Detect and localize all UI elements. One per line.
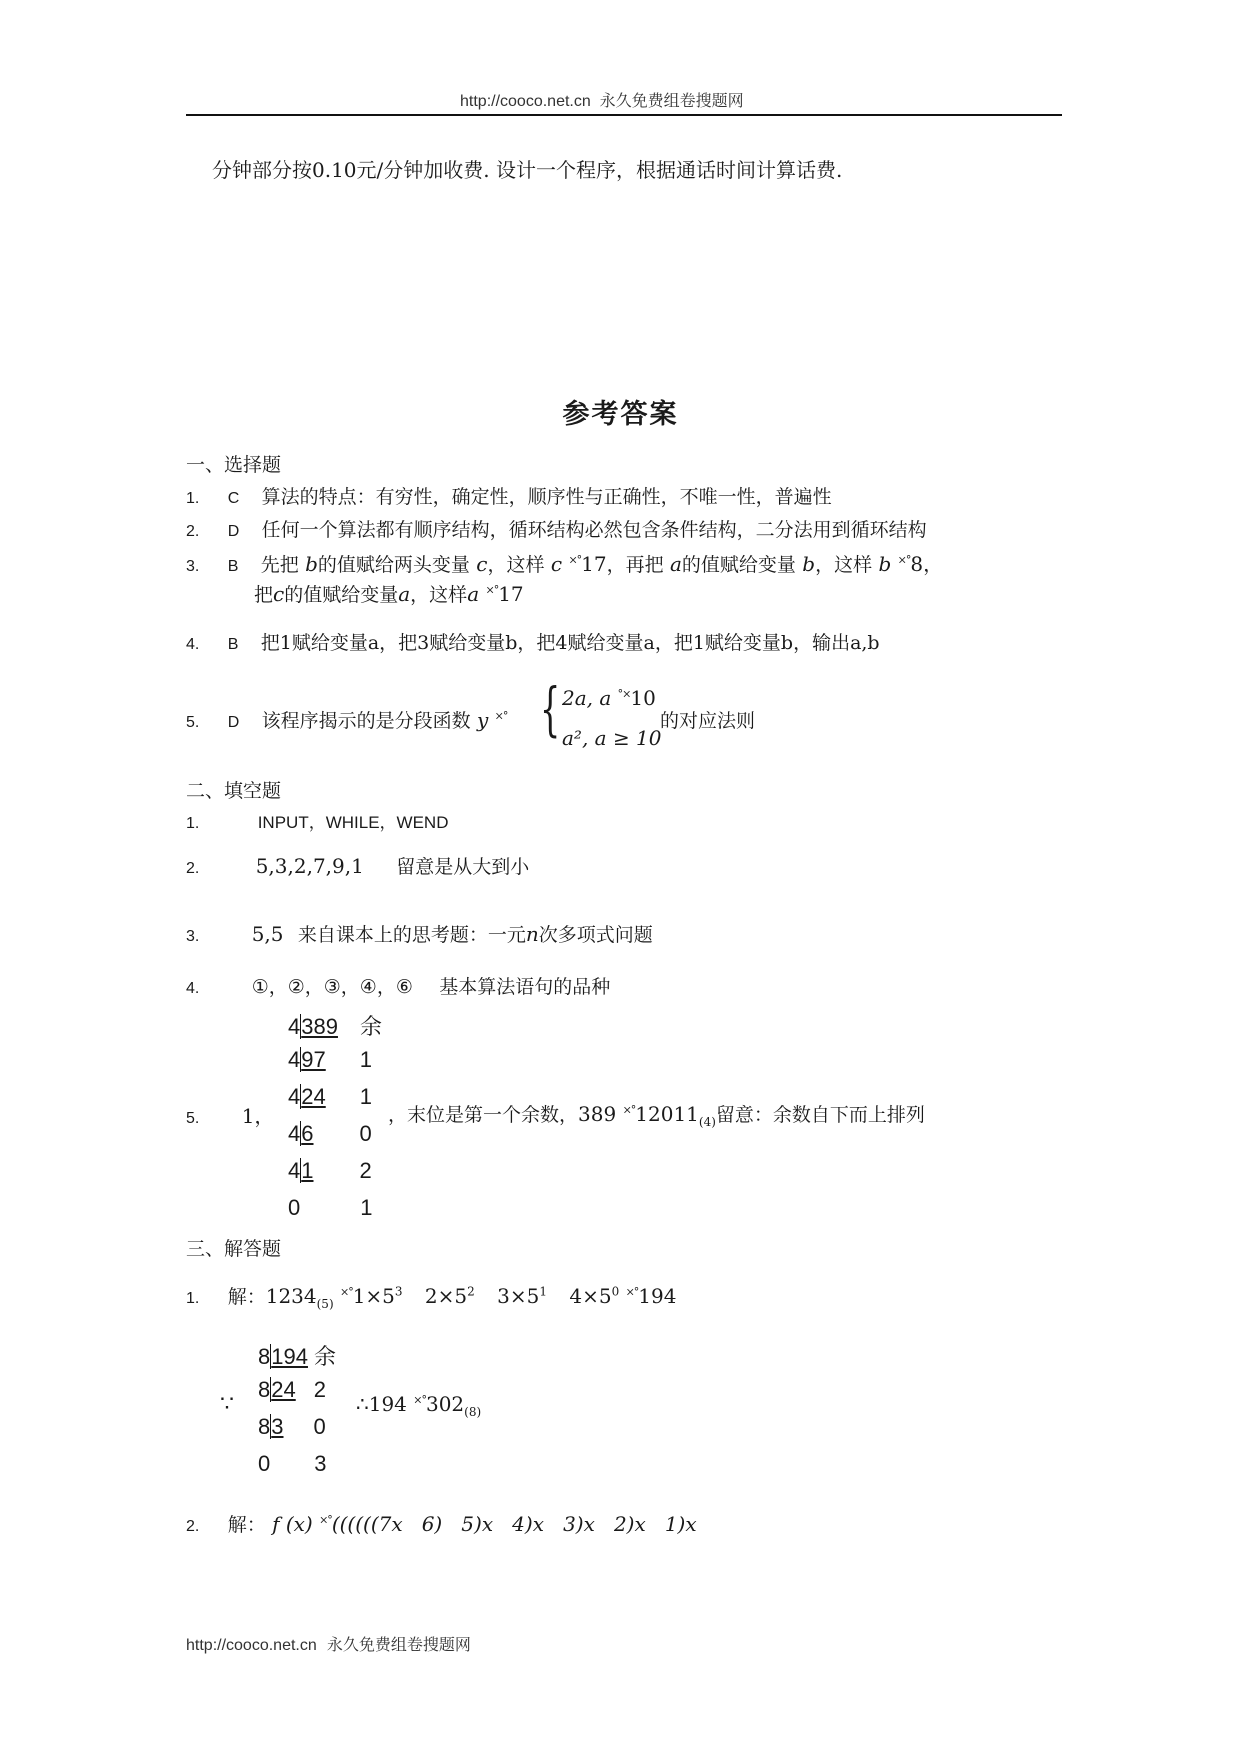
fill-item-2: 2. 5,3,2,7,9,1 留意是从大到小 — [186, 854, 530, 878]
item-number: 2. — [186, 523, 200, 540]
section-choice: 一、选择题 — [186, 454, 282, 476]
page-header — [460, 88, 744, 111]
item-number: 3. — [186, 558, 200, 575]
page-footer — [186, 1632, 471, 1655]
explanation: 把1赋给变量a，把3赋给变量b，把4赋给变量a，把1赋给变量b，输出a,b — [260, 632, 880, 654]
division-row: 0 3 — [258, 1451, 327, 1476]
intro-text: 分钟部分按0.10元/分钟加收费. 设计一个程序，根据通话时间计算话费. — [212, 158, 843, 182]
division-row: 424 1 — [288, 1084, 372, 1109]
garbled-equals-icon: ×° — [494, 709, 508, 723]
choice-item-2 — [186, 515, 927, 542]
piecewise-tail: 的对应法则 — [660, 710, 756, 732]
fill-item-4: 4. ①，②，③，④，⑥ 基本算法语句的品种 — [186, 976, 611, 998]
choice-item-1 — [186, 482, 832, 509]
solve-item-2: 2. 解： f (x) ×°((((((7x 6) 5)x 4)x 3)x 2)x 1)x — [186, 1512, 697, 1536]
section-fill: 二、填空题 — [186, 780, 282, 802]
choice-item-3-line2: 把c的值赋给变量a，这样a ×°17 — [254, 582, 524, 606]
choice-item-3: 3. B 先把 b的值赋给两头变量 c，这样 c ×°17，再把 a的值赋给变量 b，这样 b ×°8， — [186, 552, 944, 576]
fill-item-5-result: ，末位是第一个余数，389 $^{\times^\circ}12011_{(4)}$留意：余数自下而上排列 — [388, 1102, 925, 1129]
fill-item-5: 5. 1， — [186, 1104, 275, 1128]
footer-site: 永久免费组卷搜题网 — [326, 1635, 471, 1654]
section-solve: 三、解答题 — [186, 1238, 282, 1260]
choice-item-4 — [186, 628, 880, 655]
solve-item-1-conclusion: ∴194 $^{\times^\circ}302_{(8)}$ — [356, 1392, 482, 1419]
division-row: 4389 余 — [288, 1014, 382, 1040]
division-row: 46 0 — [288, 1121, 372, 1146]
piecewise-case-2: a², a ≥ 10 — [562, 726, 662, 750]
answer-letter: B — [227, 558, 239, 575]
answer-letter: B — [227, 636, 239, 653]
answer-letter: D — [227, 523, 240, 540]
division-row: 0 1 — [288, 1195, 373, 1220]
explanation: 算法的特点：有穷性，确定性，顺序性与正确性，不唯一性，普遍性 — [261, 486, 832, 508]
header-url[interactable]: http://cooco.net.cn — [460, 93, 591, 110]
item-number: 5. — [186, 714, 200, 731]
piecewise-case-1: 2a, a °×10 — [562, 686, 656, 710]
division-row: 83 0 — [258, 1414, 326, 1439]
division-row: 824 2 — [258, 1377, 326, 1402]
division-row: 8194 余 — [258, 1344, 336, 1370]
header-site: 永久免费组卷搜题网 — [599, 91, 744, 110]
garbled-equals-icon: ×° — [568, 553, 582, 567]
garbled-equals-icon: ×° — [897, 553, 911, 567]
header-rule — [186, 114, 1062, 116]
division-row: 497 1 — [288, 1047, 372, 1072]
item-number: 4. — [186, 636, 200, 653]
answer-letter: C — [227, 490, 240, 507]
solve-item-1: 1. 解：$1234_{(5)}$ $^{\times^\circ}1\times 5^3$ $2\times 5^2$ $3\times 5^1$ $4\times 5^0$ ×°194 — [186, 1284, 677, 1311]
piecewise-brace: { — [540, 675, 561, 743]
footer-url[interactable]: http://cooco.net.cn — [186, 1637, 317, 1654]
because-symbol: ∵ — [220, 1392, 234, 1417]
item-number: 1. — [186, 490, 200, 507]
answer-letter: D — [227, 714, 240, 731]
division-row: 41 2 — [288, 1158, 372, 1183]
choice-item-5: 5. D 该程序揭示的是分段函数 y ×° — [186, 708, 508, 732]
garbled-equals-icon: ×° — [485, 583, 499, 597]
page-title: 参考答案 — [562, 399, 679, 430]
fill-item-1: 1. INPUT，WHILE，WEND — [186, 813, 449, 832]
explanation: 任何一个算法都有顺序结构，循环结构必然包含条件结构，二分法用到循环结构 — [261, 519, 927, 541]
fill-item-3: 3. 5,5 来自课本上的思考题：一元n次多项式问题 — [186, 922, 653, 946]
